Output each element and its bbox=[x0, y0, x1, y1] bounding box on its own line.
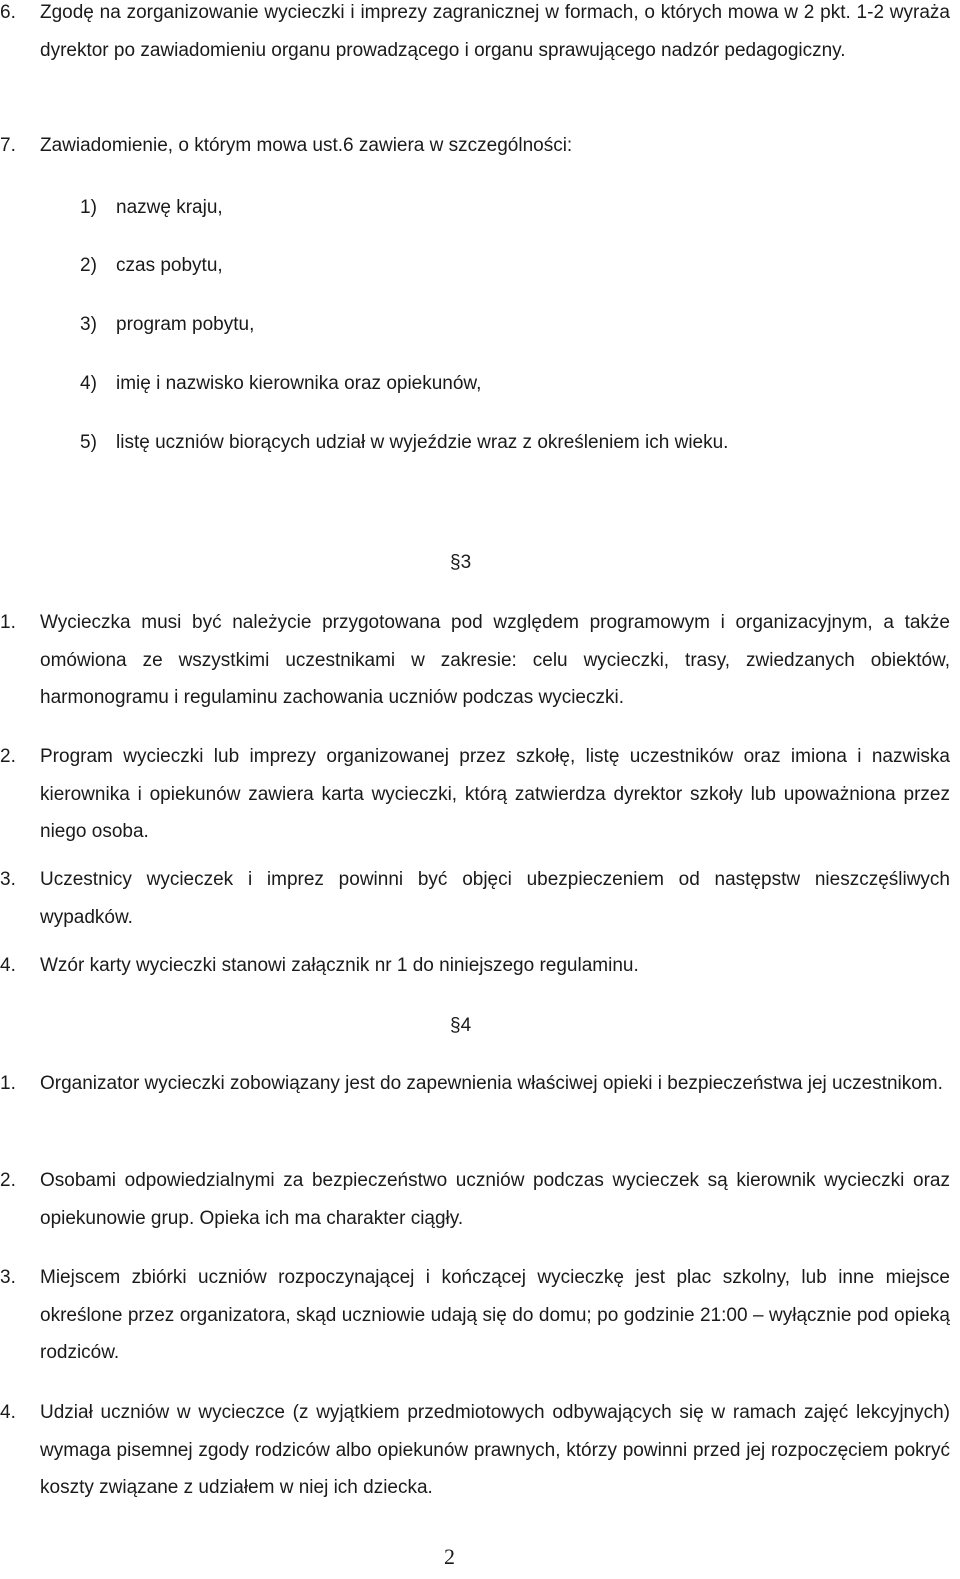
section3-item: 2. Program wycieczki lub imprezy organizowanej przez szkołę, listę uczestników oraz imiona i nazwiska kierownika i opiekunów zawiera karta wycieczki, którą zatwierdza dyrektor szkoły lub upoważniona przez niego osoba. bbox=[0, 746, 950, 842]
section-heading: §4 bbox=[450, 1015, 472, 1036]
paragraph-number: 6. bbox=[0, 2, 16, 23]
paragraph-6 bbox=[0, 0, 950, 69]
paragraph-7 bbox=[0, 127, 950, 165]
section4-item: 1. Organizator wycieczki zobowiązany jest do zapewnienia właściwej opieki i bezpieczeństwa jej uczestnikom. bbox=[0, 1073, 943, 1094]
paragraph-text: Zgodę na zorganizowanie wycieczki i imprezy zagranicznej w formach, o których mowa w 2 pkt. 1-2 wyraża dyrektor po zawiadomieniu organu prowadzącego i organu sprawującego nadzór pedagogiczny. bbox=[40, 2, 950, 61]
paragraph-text: Zawiadomienie, o którym mowa ust.6 zawiera w szczególności: bbox=[40, 135, 573, 156]
list-item: 1) nazwę kraju, bbox=[80, 197, 223, 218]
section3-item: 4. Wzór karty wycieczki stanowi załącznik nr 1 do niniejszego regulaminu. bbox=[0, 955, 639, 976]
section-heading: §3 bbox=[450, 552, 472, 573]
paragraph-number: 7. bbox=[0, 135, 16, 156]
section4-item: 2. Osobami odpowiedzialnymi za bezpieczeństwo uczniów podczas wycieczek są kierownik wycieczki oraz opiekunowie grup. Opieka ich ma charakter ciągły. bbox=[0, 1170, 950, 1229]
section4-item: 3. Miejscem zbiórki uczniów rozpoczynającej i kończącej wycieczkę jest plac szkolny, lub inne miejsce określone przez organizatora, skąd uczniowie udają się do domu; po godzinie 21:00 – wyłącznie pod opieką rodziców. bbox=[0, 1267, 950, 1363]
list-item: 2) czas pobytu, bbox=[80, 255, 223, 276]
list-item: 5) listę uczniów biorących udział w wyjeździe wraz z określeniem ich wieku. bbox=[80, 432, 729, 453]
page-number: 2 bbox=[444, 1544, 455, 1569]
section-sign: § bbox=[450, 552, 461, 573]
section4-item: 4. Udział uczniów w wycieczce (z wyjątkiem przedmiotowych odbywających się w ramach zajęć lekcyjnych) wymaga pisemnej zgody rodziców albo opiekunów prawnych, którzy powinni przed jej rozpoczęciem pokryć koszty związane z udziałem w niej ich dziecka. bbox=[0, 1402, 950, 1498]
section3-item: 1. Wycieczka musi być należycie przygotowana pod względem programowym i organizacyjnym, a także omówiona ze wszystkimi uczestnikami w zakresie: celu wycieczki, trasy, zwiedzanych obiektów, harmonogramu i regulaminu zachowania uczniów podczas wycieczki. bbox=[0, 612, 950, 708]
list-item: 4) imię i nazwisko kierownika oraz opiekunów, bbox=[80, 373, 482, 394]
section3-item: 3. Uczestnicy wycieczek i imprez powinni być objęci ubezpieczeniem od następstw nieszczęśliwych wypadków. bbox=[0, 869, 950, 928]
section-sign: § bbox=[450, 1015, 461, 1036]
list-item: 3) program pobytu, bbox=[80, 314, 255, 335]
